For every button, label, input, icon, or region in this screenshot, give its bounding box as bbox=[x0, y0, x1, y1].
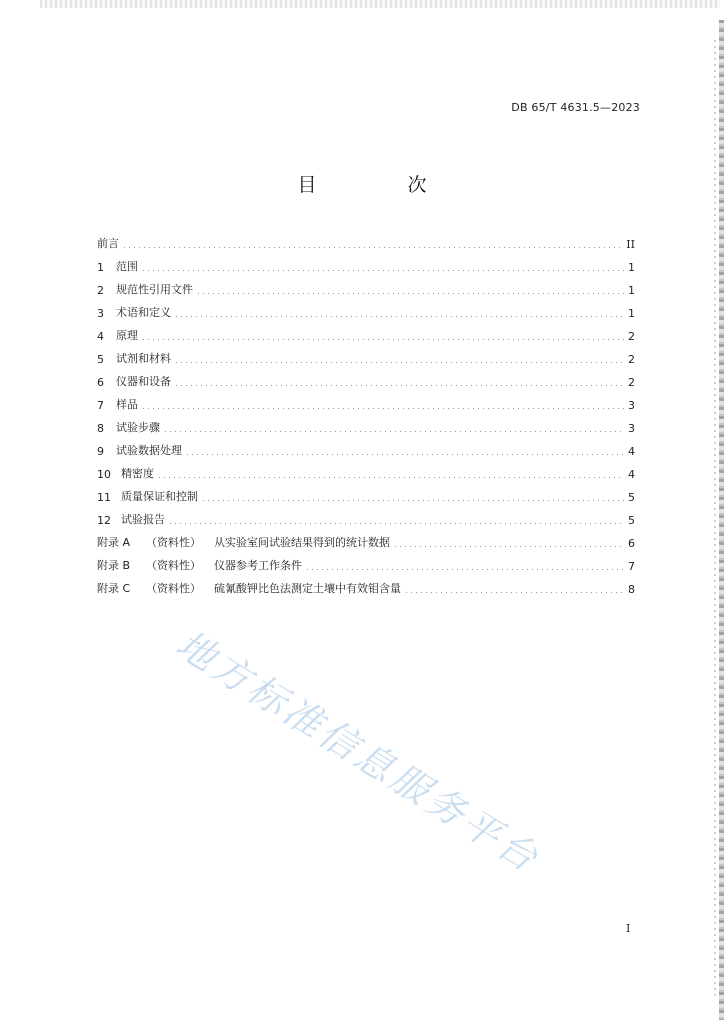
toc-entry-page: 4 bbox=[628, 468, 635, 481]
toc-entry-label: 前言 bbox=[97, 237, 119, 250]
appendix-type: （资料性） bbox=[146, 582, 201, 595]
toc-entry[interactable] bbox=[97, 297, 635, 320]
appendix-type: （资料性） bbox=[146, 536, 201, 549]
appendix-id: 附录 A bbox=[97, 536, 131, 549]
toc-entry-page: 8 bbox=[628, 583, 635, 596]
toc-entry-page: 2 bbox=[628, 330, 635, 343]
toc-entry-number: 3 bbox=[97, 307, 104, 320]
toc-entry-number: 8 bbox=[97, 422, 104, 435]
toc-entry-label: 质量保证和控制 bbox=[121, 490, 198, 503]
toc-entry-label: 精密度 bbox=[121, 467, 154, 480]
toc-entry-page: 1 bbox=[628, 261, 635, 274]
toc-entry-number: 12 bbox=[97, 514, 111, 527]
toc-entry[interactable] bbox=[97, 274, 635, 297]
appendix-title: 从实验室间试验结果得到的统计数据 bbox=[214, 536, 390, 549]
dot-leader bbox=[174, 385, 624, 386]
toc-entry-page: 2 bbox=[628, 376, 635, 389]
page-number: I bbox=[626, 922, 631, 935]
toc-entry-number: 4 bbox=[97, 330, 104, 343]
toc-entry-number: 9 bbox=[97, 445, 104, 458]
toc-entry-page: 6 bbox=[628, 537, 635, 550]
dot-leader bbox=[185, 454, 624, 455]
dot-leader bbox=[163, 431, 624, 432]
toc-entry-label: 原理 bbox=[116, 329, 138, 342]
toc-entry-page: 2 bbox=[628, 353, 635, 366]
toc-entry-number: 1 bbox=[97, 261, 104, 274]
toc-entry[interactable] bbox=[97, 366, 635, 389]
toc-entry[interactable] bbox=[97, 481, 635, 504]
toc-entry[interactable] bbox=[97, 343, 635, 366]
toc-entry-label: 术语和定义 bbox=[116, 306, 171, 319]
toc-entry-page: II bbox=[626, 238, 635, 251]
dot-leader bbox=[305, 569, 624, 570]
dot-leader bbox=[196, 293, 624, 294]
dot-leader bbox=[404, 592, 624, 593]
dot-leader bbox=[122, 247, 623, 248]
toc-appendix-c[interactable] bbox=[97, 573, 635, 596]
toc-entry-number: 11 bbox=[97, 491, 111, 504]
appendix-title: 仪器参考工作条件 bbox=[214, 559, 302, 572]
toc-entry[interactable] bbox=[97, 251, 635, 274]
table-of-contents bbox=[97, 228, 635, 596]
toc-entry-number: 6 bbox=[97, 376, 104, 389]
dot-leader bbox=[141, 408, 624, 409]
toc-entry-page: 4 bbox=[628, 445, 635, 458]
toc-entry-page: 1 bbox=[628, 307, 635, 320]
toc-entry-label: 规范性引用文件 bbox=[116, 283, 193, 296]
toc-entry-label: 试验步骤 bbox=[116, 421, 160, 434]
dot-leader bbox=[141, 339, 624, 340]
dot-leader bbox=[168, 523, 624, 524]
appendix-type: （资料性） bbox=[146, 559, 201, 572]
toc-entry-number: 2 bbox=[97, 284, 104, 297]
toc-entry-page: 5 bbox=[628, 491, 635, 504]
toc-entry[interactable] bbox=[97, 458, 635, 481]
toc-entry[interactable] bbox=[97, 412, 635, 435]
toc-entry-page: 3 bbox=[628, 422, 635, 435]
toc-title: 目 次 bbox=[297, 174, 463, 196]
dot-leader bbox=[393, 546, 624, 547]
toc-entry-page: 5 bbox=[628, 514, 635, 527]
toc-entry-label: 范围 bbox=[116, 260, 138, 273]
toc-entry-number: 7 bbox=[97, 399, 104, 412]
toc-entry-foreword[interactable] bbox=[97, 228, 635, 251]
toc-entry-number: 5 bbox=[97, 353, 104, 366]
toc-entry[interactable] bbox=[97, 389, 635, 412]
dot-leader bbox=[174, 316, 624, 317]
dot-leader bbox=[201, 500, 624, 501]
toc-entry-label: 试剂和材料 bbox=[116, 352, 171, 365]
toc-entry-label: 仪器和设备 bbox=[116, 375, 171, 388]
dot-leader bbox=[157, 477, 624, 478]
document-code: DB 65/T 4631.5—2023 bbox=[511, 101, 640, 114]
toc-entry-label: 试验数据处理 bbox=[116, 444, 182, 457]
toc-appendix-b[interactable] bbox=[97, 550, 635, 573]
toc-entry-label: 样品 bbox=[116, 398, 138, 411]
watermark: 地方标准信息服务平台 bbox=[168, 621, 548, 882]
toc-entry-page: 3 bbox=[628, 399, 635, 412]
dot-leader bbox=[141, 270, 624, 271]
dot-leader bbox=[174, 362, 624, 363]
appendix-id: 附录 B bbox=[97, 559, 131, 572]
toc-appendix-a[interactable] bbox=[97, 527, 635, 550]
toc-entry-label: 试验报告 bbox=[121, 513, 165, 526]
toc-entry-page: 1 bbox=[628, 284, 635, 297]
toc-entry[interactable] bbox=[97, 320, 635, 343]
appendix-title: 硫氰酸钾比色法测定土壤中有效钼含量 bbox=[214, 582, 401, 595]
toc-entry[interactable] bbox=[97, 504, 635, 527]
toc-entry-number: 10 bbox=[97, 468, 111, 481]
appendix-id: 附录 C bbox=[97, 582, 131, 595]
toc-entry[interactable] bbox=[97, 435, 635, 458]
toc-entry-page: 7 bbox=[628, 560, 635, 573]
scan-artifact-top bbox=[40, 0, 720, 8]
